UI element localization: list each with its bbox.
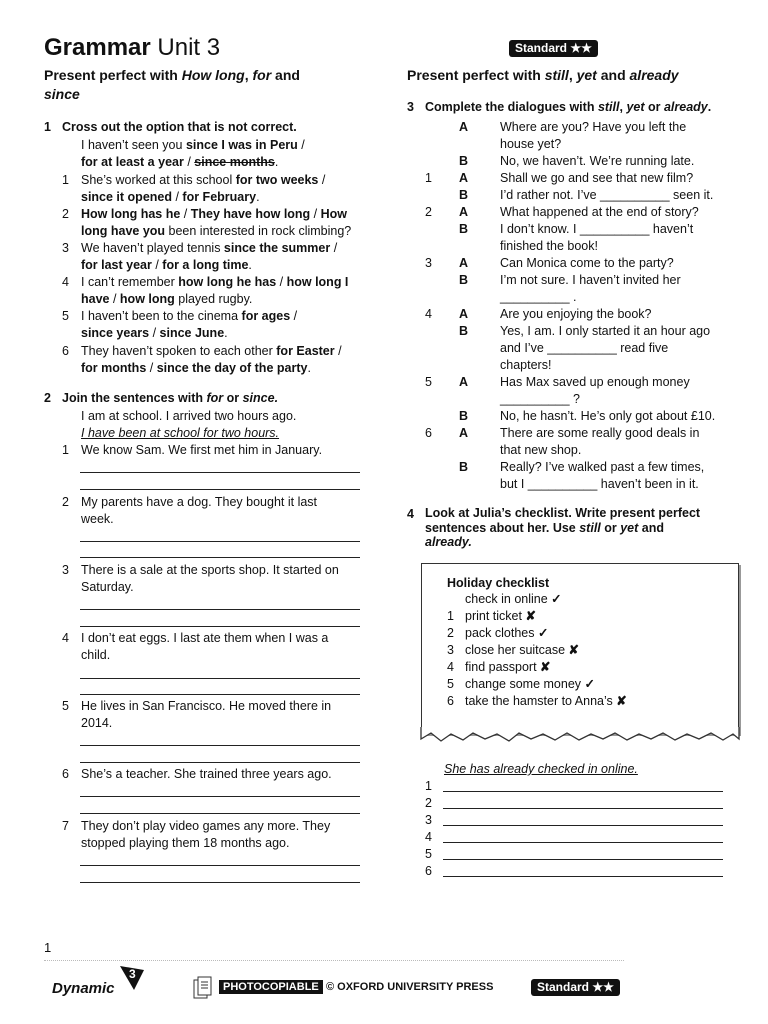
dialogue-number: 3 [425,256,432,270]
dialogue-line: Can Monica come to the party? [500,256,674,270]
checklist-item-text: pack clothes [465,626,538,640]
dialogue-line: Really? I’ve walked past a few times, [500,460,705,474]
ex2-item-3: 3 There is a sale at the sports shop. It started on Saturday. [62,563,339,594]
ex1-item-4: 4 I can’t remember how long he has / how long I have / how long played rugby. [62,275,349,306]
page-number: 1 [44,940,52,955]
dialogue-line: __________ . [500,290,577,304]
ex2-item-5: 5 He lives in San Francisco. He moved there in 2014. [62,699,332,730]
dialogue-number: 2 [425,205,432,219]
checklist-item-text: find passport [465,660,541,674]
ex2-instruction: Join the sentences with for or since. [62,391,279,405]
ex3-instruction: Complete the dialogues with still, yet or already. [425,100,712,114]
logo-number: 3 [129,967,136,981]
checklist-number: 2 [447,626,454,640]
answer-line[interactable] [80,865,360,866]
ex4-number: 4 [407,507,414,521]
dialogue-number: 1 [425,171,432,185]
footer-level-badge: Standard ★★ [531,979,620,996]
answer-line[interactable] [80,472,360,473]
answer-number: 5 [425,847,432,861]
checklist-item [465,659,551,676]
level-badge: Standard ★★ [509,40,598,57]
answer-line[interactable] [80,609,360,610]
ex2-item-1: 1 We know Sam. We first met him in January. [62,443,323,457]
dialogue-line: I’m not sure. I haven’t invited her [500,273,681,287]
checklist-number: 4 [447,660,454,674]
speaker-label: A [459,171,469,185]
dynamic-logo [50,964,150,1002]
dialogue-number: 6 [425,426,432,440]
ex1-item-6: 6 They haven’t spoken to each other for Easter / for months / since the day of the party. [62,344,342,375]
checklist-number: 1 [447,609,454,623]
ex1-item-5: 5 I haven’t been to the cinema for ages / since years / since June. [62,309,298,340]
dialogue-line: that new shop. [500,443,582,457]
answer-line[interactable] [443,842,723,843]
publisher: © OXFORD UNIVERSITY PRESS [326,981,494,993]
speaker-label: A [459,375,469,389]
cross-mark-icon: ✘ [616,694,627,708]
answer-line[interactable] [80,626,360,627]
checklist-item-text: check in online [465,592,552,606]
ex2-item-7: 7 They don’t play video games any more. They stopped playing them 18 months ago. [62,819,331,850]
ex2-number: 2 [44,391,51,405]
dialogue-line: Yes, I am. I only started it an hour ago [500,324,711,338]
checklist-item [465,676,595,693]
speaker-label: B [459,273,469,287]
ex1-item-2: 2 How long has he / They have how long / How long have you been interested in rock climbing? [62,207,352,238]
checklist-number: 6 [447,694,454,708]
dialogue-line: house yet? [500,137,562,151]
checklist-item-text: close her suitcase [465,643,569,657]
answer-line[interactable] [80,762,360,763]
title-grammar: Grammar [44,34,151,61]
dialogue-line: finished the book! [500,239,598,253]
checklist-number: 3 [447,643,454,657]
dialogue-number: 5 [425,375,432,389]
dialogue-line: but I __________ haven’t been in it. [500,477,699,491]
answer-number: 2 [425,796,432,810]
cross-mark-icon: ✘ [568,643,580,657]
answer-line[interactable] [443,808,723,809]
logo-text: Dynamic [52,980,115,997]
dialogue-line: Where are you? Have you left the [500,120,687,134]
answer-number: 4 [425,830,432,844]
answer-line[interactable] [443,859,723,860]
checklist-item [465,642,579,659]
ex4-instruction: Look at Julia’s checklist. Write present perfect sentences about her. Use still or yet and already. [425,506,701,549]
answer-line[interactable] [80,694,360,695]
dialogue-line: and I’ve __________ read five [500,341,669,355]
title-unit: Unit 3 [150,34,221,61]
ex1-number: 1 [44,120,51,134]
speaker-label: A [459,307,469,321]
ex1-example: I haven’t seen you since I was in Peru / for at least a year / since months. [81,138,305,169]
checklist-item [465,693,627,710]
dialogue-line: __________ ? [500,392,580,406]
answer-line[interactable] [80,882,360,883]
speaker-label: B [459,154,469,168]
ex1-item-1: 1 She’s worked at this school for two weeks / since it opened / for February. [62,173,326,204]
answer-number: 6 [425,864,432,878]
page-title [44,34,220,62]
right-section-heading: Present perfect with still, yet and already [407,67,679,83]
cross-mark-icon: ✘ [540,660,551,674]
ex2-example: I am at school. I arrived two hours ago. I have been at school for two hours. [81,409,297,440]
checklist-number: 5 [447,677,454,691]
checklist-item [465,625,548,642]
answer-line[interactable] [80,541,360,542]
speaker-label: A [459,205,469,219]
check-mark-icon: ✓ [551,592,562,606]
dialogue-line: There are some really good deals in [500,426,700,440]
speaker-label: B [459,188,469,202]
ex4-example: She has already checked in online. [444,762,638,776]
answer-number: 3 [425,813,432,827]
speaker-label: A [459,256,469,270]
speaker-label: B [459,222,469,236]
answer-line[interactable] [443,791,723,792]
footer-divider [44,960,624,961]
speaker-label: B [459,324,469,338]
checklist-item [465,591,562,608]
ex1-instruction: Cross out the option that is not correct. [62,120,297,134]
photocopy-icon [193,976,213,1000]
answer-number: 1 [425,779,432,793]
ex3-number: 3 [407,100,414,114]
answer-line[interactable] [80,489,360,490]
checklist-title: Holiday checklist [447,576,550,590]
speaker-label: B [459,409,469,423]
answer-line[interactable] [80,796,360,797]
ex2-item-2: 2 My parents have a dog. They bought it last week. [62,495,318,526]
ex2-item-6: 6 She’s a teacher. She trained three years ago. [62,767,332,781]
answer-line[interactable] [80,678,360,679]
checklist-item-text: change some money [465,677,585,691]
ex1-item-3: 3 We haven’t played tennis since the summer / for last year / for a long time. [62,241,338,272]
answer-line[interactable] [80,557,360,558]
dialogue-line: I’d rather not. I’ve __________ seen it. [500,188,714,202]
dialogue-line: Has Max saved up enough money [500,375,690,389]
dialogue-line: What happened at the end of story? [500,205,699,219]
answer-line[interactable] [80,745,360,746]
check-mark-icon: ✓ [537,626,549,640]
speaker-label: B [459,460,469,474]
answer-line[interactable] [443,876,723,877]
speaker-label: A [459,120,469,134]
dialogue-line: Are you enjoying the book? [500,307,652,321]
answer-line[interactable] [443,825,723,826]
torn-paper-edge [419,725,741,747]
dialogue-line: Shall we go and see that new film? [500,171,694,185]
dialogue-line: I don’t know. I __________ haven’t [500,222,694,236]
ex2-item-4: 4 I don’t eat eggs. I last ate them when I was a child. [62,631,329,662]
check-mark-icon: ✓ [584,677,595,691]
checklist-item [465,608,536,625]
speaker-label: A [459,426,469,440]
dialogue-number: 4 [425,307,432,321]
dialogue-line: No, he hasn’t. He’s only got about £10. [500,409,716,423]
checklist-item-text: print ticket [465,609,526,623]
checklist-item-text: take the hamster to Anna’s [465,694,617,708]
left-section-heading: Present perfect with How long, for and since [44,67,300,102]
answer-line[interactable] [80,813,360,814]
dialogue-line: chapters! [500,358,552,372]
cross-mark-icon: ✘ [525,609,536,623]
dialogue-line: No, we haven’t. We’re running late. [500,154,695,168]
photocopiable-label: PHOTOCOPIABLE [219,980,323,994]
